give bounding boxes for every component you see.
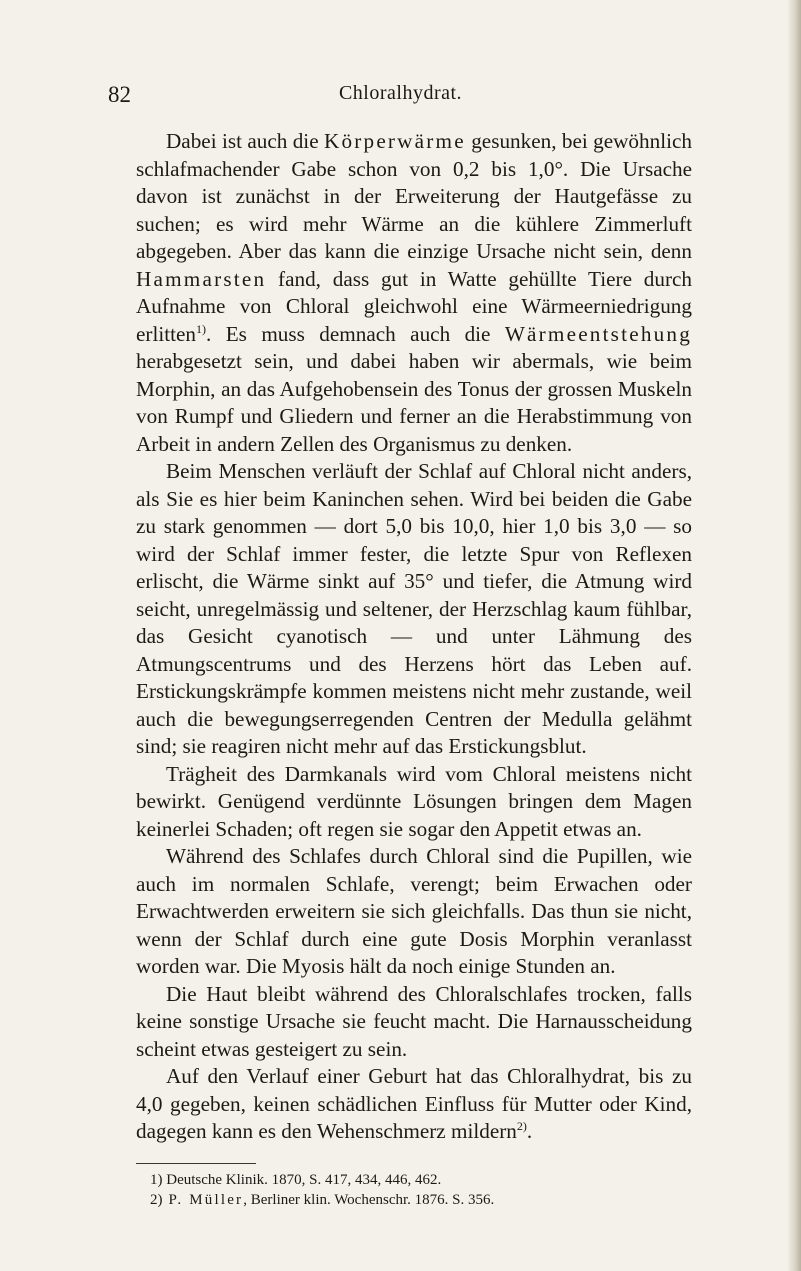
paragraph-intestine: Trägheit des Darmkanals wird vom Chloral meistens nicht bewirkt. Genügend verdünnte Lösungen bringen dem Magen keinerlei Schaden; oft regen sie sogar den Appetit etwas an. [136, 761, 692, 841]
paragraph-birth [136, 1063, 692, 1146]
emphasis-koerperwaerme: Körperwärme [323, 129, 466, 153]
text-run: Dabei ist auch die [166, 129, 324, 153]
footnote-1 [136, 1170, 692, 1190]
footnote-divider [136, 1163, 256, 1164]
body-text [136, 128, 692, 1146]
paragraph-sleep-overdose: Beim Menschen verläuft der Schlaf auf Chloral nicht anders, als Sie es hier beim Kaninchen sehen. Wird bei beiden die Gabe zu stark genommen — dort 5,0 bis 10,0, hier 1,0 bis 3,0 — so wird der Schlaf immer fester, die letzte Spur von Reflexen erlischt, die Wärme sinkt auf 35° und tiefer, die Atmung wird seicht, unregelmässig und seltener, der Herzschlag kaum fühlbar, das Gesicht cyanotisch — und unter Lähmung des Atmungscentrums und des Herzens hört das Leben auf. Erstickungskrämpfe kommen meistens nicht mehr zustande, weil auch die bewegungserregenden Centren der Medulla gelähmt sind; sie reagiren nicht mehr auf das Erstickungsblut. [136, 459, 692, 758]
page-header [108, 82, 693, 112]
footnote-author: P. Müller [162, 1192, 244, 1208]
emphasis-waermeentstehung: Wärmeentstehung [504, 321, 692, 346]
footnote-marker: 1) [150, 1172, 163, 1188]
text-run: gesunken, bei gewöhnlich schlafmachender Gabe schon von 0,2 bis 1,0°. Die Ursache davon ist zunächst in der Erweiterung der Hautgefässe zu suchen; es wird mehr Wärme an die kühlere Zimmerluft abgegeben. Aber das kann die einzige Ursache nicht sein, denn [136, 129, 692, 263]
running-head: Chloralhydrat. [338, 82, 463, 104]
text-run: . [526, 1119, 533, 1143]
text-run: herabgesetzt sein, und dabei haben wir abermals, wie beim Morphin, an das Aufgehobensein des Tonus der grossen Muskeln von Rumpf und Gliedern und ferner an die Herabstimmung von Arbeit in andern Zellen des Organismus zu denken. [136, 349, 692, 456]
text-run: Auf den Verlauf einer Geburt hat das Chloralhydrat, bis zu 4,0 gegeben, keinen schädlichen Einfluss für Mutter oder Kind, dagegen kann es den Wehenschmerz mildern [136, 1064, 692, 1143]
footnote-ref-1[interactable]: 1) [196, 321, 207, 336]
paragraph-body-temperature [136, 128, 692, 458]
footnote-marker: 2) [150, 1192, 163, 1208]
footnote-text: Deutsche Klinik. 1870, S. 417, 434, 446, 462. [162, 1172, 442, 1188]
page-edge-shadow [787, 0, 801, 1271]
footnote-2 [136, 1190, 692, 1210]
author-hammarsten: Hammarsten [136, 266, 267, 291]
footnotes [136, 1170, 692, 1210]
text-run: . Es muss demnach auch die [206, 321, 505, 346]
page-number: 82 [108, 82, 131, 107]
footnote-ref-2[interactable]: 2) [516, 1118, 527, 1133]
paragraph-skin: Die Haut bleibt während des Chloralschlafes trocken, falls keine sonstige Ursache sie feucht macht. Die Harnausscheidung scheint etwas gesteigert zu sein. [136, 981, 692, 1061]
paragraph-pupils: Während des Schlafes durch Chloral sind die Pupillen, wie auch im normalen Schlafe, verengt; beim Erwachen oder Erwachtwerden erweitern sie sich gleichfalls. Das thun sie nicht, wenn der Schlaf durch eine gute Dosis Morphin veranlasst worden war. Die Myosis hält da noch einige Stunden an. [136, 844, 692, 978]
text-run: fand, dass gut in Watte gehüllte Tiere durch Aufnahme von Chloral gleichwohl eine Wärmeerniedrigung erlitten [136, 266, 692, 346]
footnote-text: , Berliner klin. Wochenschr. 1876. S. 356. [243, 1192, 495, 1208]
